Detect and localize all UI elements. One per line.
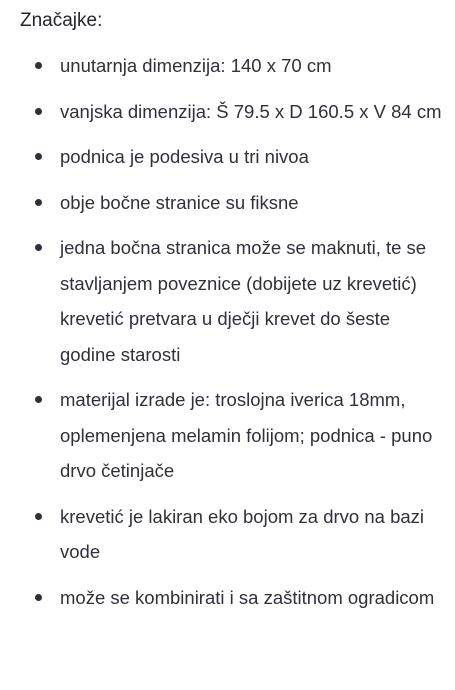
features-heading: Značajke: — [20, 10, 103, 31]
list-item — [20, 580, 445, 616]
list-item — [20, 382, 445, 489]
bullet-icon — [35, 108, 42, 115]
bullet-icon — [35, 513, 42, 520]
list-item — [20, 499, 445, 570]
list-item — [20, 94, 445, 130]
list-item — [20, 139, 445, 175]
list-item — [20, 230, 445, 372]
feature-text: krevetić je lakiran eko bojom za drvo na bazi vode — [60, 505, 425, 562]
bullet-icon — [35, 153, 42, 160]
feature-text: vanjska dimenzija: Š 79.5 x D 160.5 x V 84 cm — [60, 100, 442, 122]
bullet-icon — [35, 244, 42, 251]
features-list — [20, 48, 445, 615]
feature-text: materijal izrade je: troslojna iverica 18mm, oplemenjena melamin folijom; podnica - puno drvo četinjače — [60, 389, 433, 481]
bullet-icon — [35, 396, 42, 403]
feature-text: podnica je podesiva u tri nivoa — [60, 146, 309, 167]
bullet-icon — [35, 62, 42, 69]
bullet-icon — [35, 594, 42, 601]
feature-text: može se kombinirati i sa zaštitnom ogradicom — [60, 586, 435, 608]
list-item — [20, 185, 445, 221]
feature-text: unutarnja dimenzija: 140 x 70 cm — [60, 55, 332, 76]
feature-text: jedna bočna stranica može se maknuti, te se stavljanjem poveznice (dobijete uz krevetić) krevetić pretvara u dječji krevet do šeste godine starosti — [60, 237, 427, 365]
feature-text: obje bočne stranice su fiksne — [60, 191, 299, 213]
list-item — [20, 48, 445, 84]
bullet-icon — [35, 199, 42, 206]
